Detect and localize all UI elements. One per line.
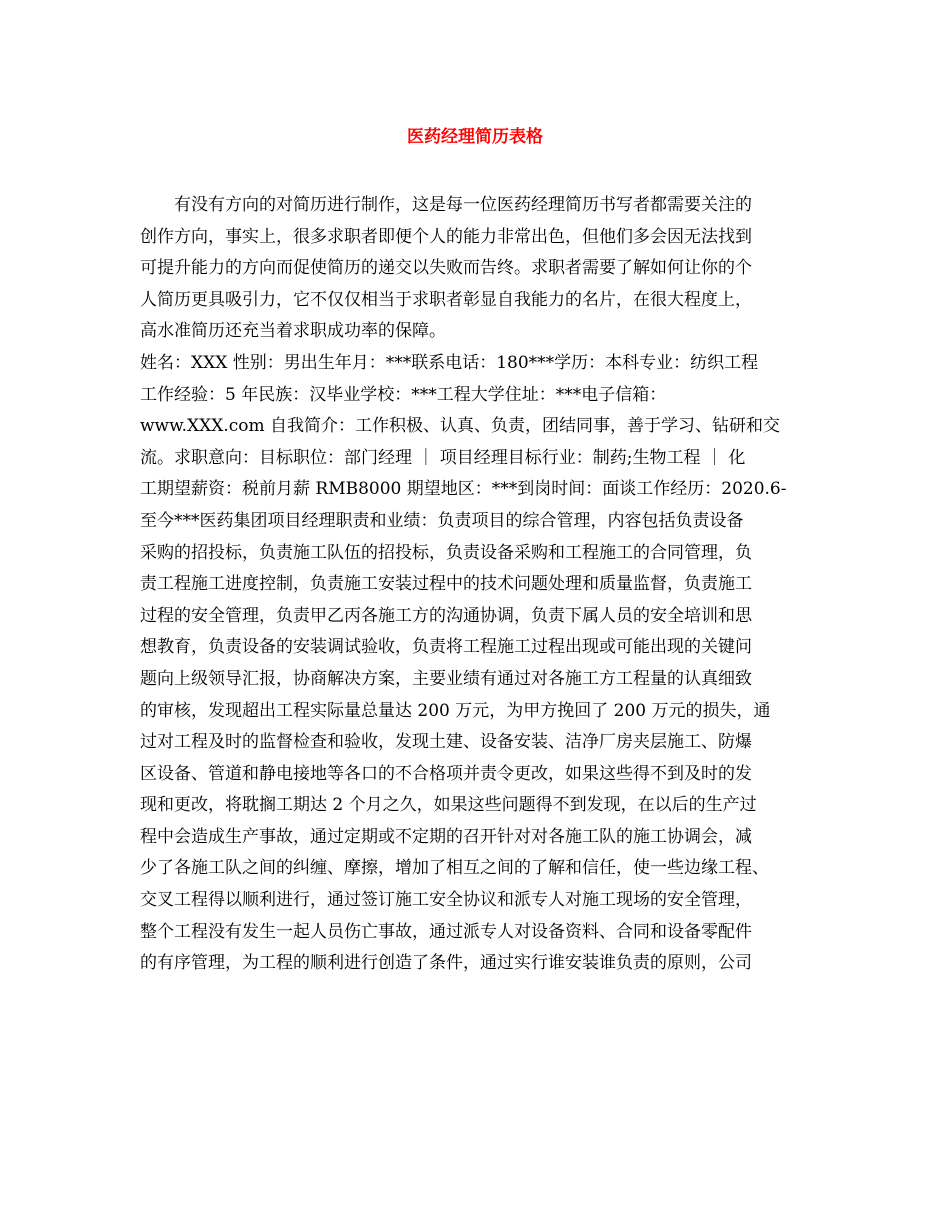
detail-line: 采购的招投标，负责施工队伍的招投标，负责设备采购和工程施工的合同管理，负 <box>140 542 752 563</box>
detail-line: 程中会造成生产事故，通过定期或不定期的召开针对对各施工队的施工协调会，减 <box>140 826 752 847</box>
resume-details-paragraph <box>140 348 812 980</box>
detail-line: 流。求职意向：目标职位：部门经理 ｜ 项目经理目标行业：制药;生物工程 ｜ 化 <box>140 447 746 468</box>
detail-line: 过对工程及时的监督检查和验收，发现土建、设备安装、洁净厂房夹层施工、防爆 <box>140 732 752 753</box>
detail-line: 责工程施工进度控制，负责施工安装过程中的技术问题处理和质量监督，负责施工 <box>140 574 752 595</box>
detail-line: www.XXX.com 自我简介：工作积极、认真、负责，团结同事，善于学习、钻研和交 <box>140 416 781 437</box>
detail-line: 的审核，发现超出工程实际量总量达 200 万元，为甲方挽回了 200 万元的损失，通 <box>140 700 771 721</box>
detail-line: 姓名：XXX 性别：男出生年月：***联系电话：180***学历：本科专业：纺织工程 <box>140 352 759 373</box>
intro-line: 可提升能力的方向而促使简历的递交以失败而告终。求职者需要了解如何让你的个 <box>140 258 752 279</box>
detail-line: 至今***医药集团项目经理职责和业绩：负责项目的综合管理，内容包括负责设备 <box>140 510 744 531</box>
intro-line: 高水准简历还充当着求职成功率的保障。 <box>140 321 446 342</box>
document-title: 医药经理简历表格 <box>407 127 543 147</box>
detail-line: 交叉工程得以顺利进行，通过签订施工安全协议和派专人对施工现场的安全管理， <box>140 890 752 911</box>
document-body <box>140 190 812 980</box>
detail-line: 的有序管理，为工程的顺利进行创造了条件，通过实行谁安装谁负责的原则，公司 <box>140 953 752 974</box>
detail-line: 现和更改，将耽搁工期达 2 个月之久，如果这些问题得不到发现，在以后的生产过 <box>140 795 757 816</box>
intro-line: 创作方向，事实上，很多求职者即便个人的能力非常出色，但他们多会因无法找到 <box>140 226 752 247</box>
detail-line: 过程的安全管理，负责甲乙丙各施工方的沟通协调，负责下属人员的安全培训和思 <box>140 605 752 626</box>
detail-line: 区设备、管道和静电接地等各口的不合格项并责令更改，如果这些得不到及时的发 <box>140 763 752 784</box>
intro-line: 人简历更具吸引力，它不仅仅相当于求职者彰显自我能力的名片，在很大程度上， <box>140 289 752 310</box>
intro-line: 有没有方向的对简历进行制作，这是每一位医药经理简历书写者都需要关注的 <box>174 195 752 215</box>
detail-line: 题向上级领导汇报，协商解决方案，主要业绩有通过对各施工方工程量的认真细致 <box>140 668 752 689</box>
detail-line: 工期望薪资：税前月薪 RMB8000 期望地区：***到岗时间：面谈工作经历：2020.6- <box>140 479 787 500</box>
detail-line: 想教育，负责设备的安装调试验收，负责将工程施工过程出现或可能出现的关键问 <box>140 637 752 658</box>
detail-line: 整个工程没有发生一起人员伤亡事故，通过派专人对设备资料、合同和设备零配件 <box>140 921 752 942</box>
intro-paragraph <box>140 190 812 348</box>
detail-line: 工作经验：5 年民族：汉毕业学校：***工程大学住址：***电子信箱： <box>140 384 667 405</box>
detail-line: 少了各施工队之间的纠缠、摩擦，增加了相互之间的了解和信任，使一些边缘工程、 <box>140 858 769 879</box>
